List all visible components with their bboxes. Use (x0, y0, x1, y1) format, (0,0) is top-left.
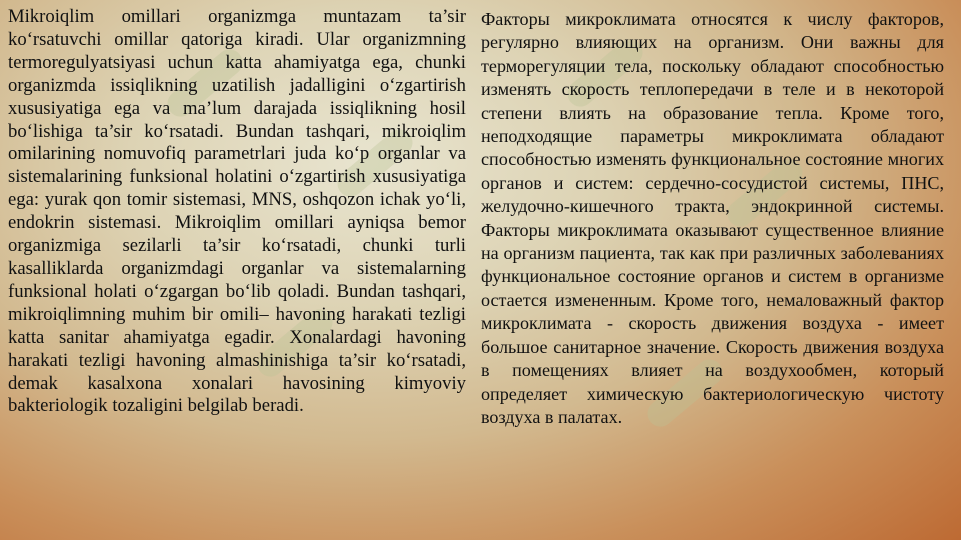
uzbek-text-column: Mikroiqlim omillari organizmga muntazam ta’sir ko‘rsatuvchi omillar qatoriga kiradi. Ular organizmning termoregulyatsiyasi uchun katta ahamiyatga ega, chunki organizmda issiqlikning uzatilish jadalligini o‘zgartirish xususiyatiga ega va ma’lum darajada issiqlikning hosil bo‘lishiga ta’sir ko‘rsatadi. Bundan tashqari, mikroiqlim omilarining nomuvofiq parametrlari juda ko‘p organlar va sistemalarining funksional holatini o‘zgartirish xususiyatiga ega: yurak qon tomir sistemasi, MNS, oshqozon ichak yo‘li, endokrin sistemasi. Mikroiqlim omillari ayniqsa bemor organizmiga sezilarli ta’sir ko‘rsatadi, chunki turli kasalliklarda organizmdagi organlar va sistemalarning funksional holati o‘zgargan bo‘lib qoladi. Bundan tashqari, mikroiqlimning muhim bir omili– havoning harakati tezligi katta sanitar ahamiyatga egadir. Xonalardagi havoning harakati tezligi havoning almashinishiga ta’sir ko‘rsatadi, demak kasalxona xonalari havosining kimyoviy bakteriologik tozaligini belgilab beradi. (8, 6, 466, 417)
russian-text-column: Факторы микроклимата относятся к числу факторов, регулярно влияющих на организм. Они важны для терморегуляции тела, поскольку обладают способностью изменять скорость теплопередачи в теле и в некоторой степени влиять на образование тепла. Кроме того, неподходящие параметры микроклимата обладают способностью изменять функциональное состояние многих органов и систем: сердечно-сосудистой системы, ПНС, желудочно-кишечного тракта, эндокринной системы. Факторы микроклимата оказывают существенное влияние на организм пациента, так как при различных заболеваниях функциональное состояние органов и систем в организме остается измененным. Кроме того, немаловажный фактор микроклимата - скорость движения воздуха - имеет большое санитарное значение. Скорость движения воздуха в помещениях влияет на воздухообмен, который определяет химическую бактериологическую чистоту воздуха в палатах. (481, 9, 944, 427)
